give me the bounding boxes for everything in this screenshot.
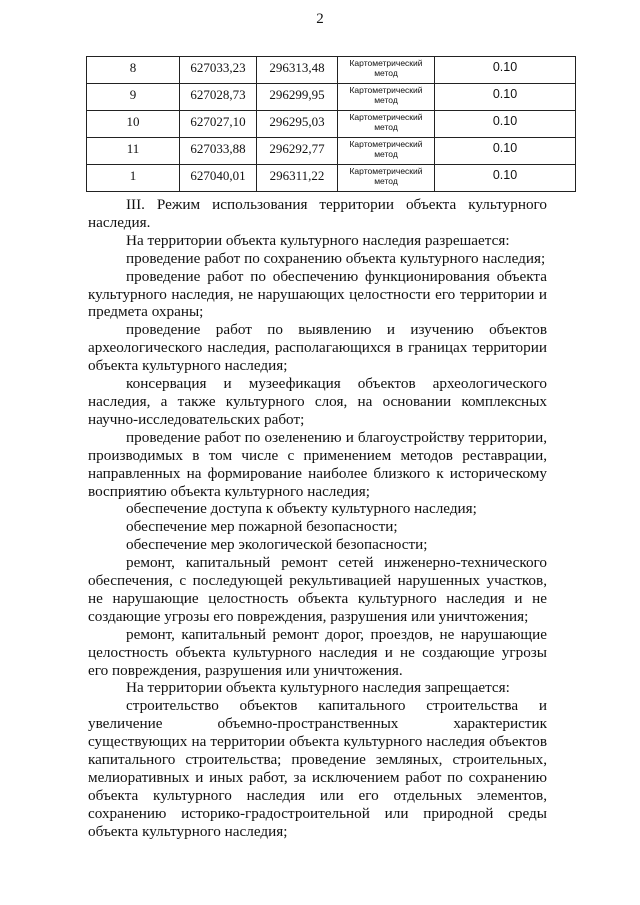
method-line-1: Картометрический bbox=[349, 166, 423, 176]
point-cell: 8 bbox=[87, 57, 180, 84]
accuracy-cell: 0.10 bbox=[435, 57, 576, 84]
method-cell bbox=[338, 84, 435, 111]
accuracy-cell: 0.10 bbox=[435, 84, 576, 111]
x-coordinate-cell: 627040,01 bbox=[180, 165, 257, 192]
x-coordinate-cell: 627028,73 bbox=[180, 84, 257, 111]
method-line-1: Картометрический bbox=[349, 112, 423, 122]
section-heading: III. Режим использования территории объекта культурного наследия. bbox=[88, 196, 547, 231]
table-row bbox=[87, 165, 576, 192]
table-row bbox=[87, 57, 576, 84]
method-cell bbox=[338, 111, 435, 138]
paragraph: обеспечение мер пожарной безопасности; bbox=[126, 518, 398, 536]
method-line-1: Картометрический bbox=[349, 139, 423, 149]
table-row bbox=[87, 111, 576, 138]
accuracy-cell: 0.10 bbox=[435, 138, 576, 165]
method-line-2: метод bbox=[374, 95, 398, 105]
paragraph: консервация и музеефикация объектов археологического наследия, а также культурного слоя, на основании комплексных научно-исследовательских работ; bbox=[88, 375, 547, 428]
method-line-1: Картометрический bbox=[349, 85, 423, 95]
method-line-2: метод bbox=[374, 122, 398, 132]
paragraph: На территории объекта культурного наследия разрешается: bbox=[126, 231, 510, 249]
paragraph: ремонт, капитальный ремонт сетей инженерно-технического обеспечения, с последующей рекультивацией нарушенных участков, не нарушающие целостность объекта культурного наследия и не создающие угрозы его повреждения, разрушения или уничтожения; bbox=[88, 554, 547, 625]
paragraph: проведение работ по озеленению и благоустройству территории, производимых в том числе с применением методов реставрации, направленных на формирование наиболее близкого к историческому восприятию объекта культурного наследия; bbox=[88, 428, 547, 500]
y-coordinate-cell: 296292,77 bbox=[257, 138, 338, 165]
x-coordinate-cell: 627033,88 bbox=[180, 138, 257, 165]
paragraph: ремонт, капитальный ремонт дорог, проездов, не нарушающие целостность объекта культурного наследия и не создающие угрозы его повреждения, разрушения или уничтожения. bbox=[88, 625, 547, 679]
method-cell bbox=[338, 57, 435, 84]
y-coordinate-cell: 296295,03 bbox=[257, 111, 338, 138]
page-number: 2 bbox=[316, 11, 324, 27]
document-body bbox=[88, 196, 547, 841]
coordinates-table bbox=[86, 56, 576, 192]
paragraph: обеспечение доступа к объекту культурного наследия; bbox=[126, 500, 477, 518]
x-coordinate-cell: 627033,23 bbox=[180, 57, 257, 84]
y-coordinate-cell: 296313,48 bbox=[257, 57, 338, 84]
paragraph: строительство объектов капитального строительства и увеличение объемно-пространственных характеристик существующих на территории объекта культурного наследия объектов капитального строительства; проведение земляных, строительных, мелиоративных и иных работ, за исключением работ по сохранению объекта культурного наследия или его отдельных элементов, сохранению историко-градостроительной или природной среды объекта культурного наследия; bbox=[88, 697, 547, 840]
point-cell: 9 bbox=[87, 84, 180, 111]
y-coordinate-cell: 296299,95 bbox=[257, 84, 338, 111]
paragraph: проведение работ по обеспечению функционирования объекта культурного наследия, не нарушающих целостности его территории и предмета охраны; bbox=[88, 267, 547, 321]
table-row bbox=[87, 138, 576, 165]
method-line-2: метод bbox=[374, 176, 398, 186]
method-line-2: метод bbox=[374, 149, 398, 159]
x-coordinate-cell: 627027,10 bbox=[180, 111, 257, 138]
paragraph: проведение работ по выявлению и изучению объектов археологического наследия, располагающихся в границах территории объекта культурного наследия; bbox=[88, 321, 547, 375]
accuracy-cell: 0.10 bbox=[435, 165, 576, 192]
paragraph: проведение работ по сохранению объекта культурного наследия; bbox=[126, 249, 546, 267]
paragraph: На территории объекта культурного наследия запрещается: bbox=[126, 679, 510, 697]
method-line-2: метод bbox=[374, 68, 398, 78]
method-line-1: Картометрический bbox=[349, 58, 423, 68]
point-cell: 1 bbox=[87, 165, 180, 192]
accuracy-cell: 0.10 bbox=[435, 111, 576, 138]
y-coordinate-cell: 296311,22 bbox=[257, 165, 338, 192]
method-cell bbox=[338, 138, 435, 165]
method-cell bbox=[338, 165, 435, 192]
paragraph: обеспечение мер экологической безопасности; bbox=[126, 536, 428, 554]
point-cell: 10 bbox=[87, 111, 180, 138]
table-row bbox=[87, 84, 576, 111]
point-cell: 11 bbox=[87, 138, 180, 165]
